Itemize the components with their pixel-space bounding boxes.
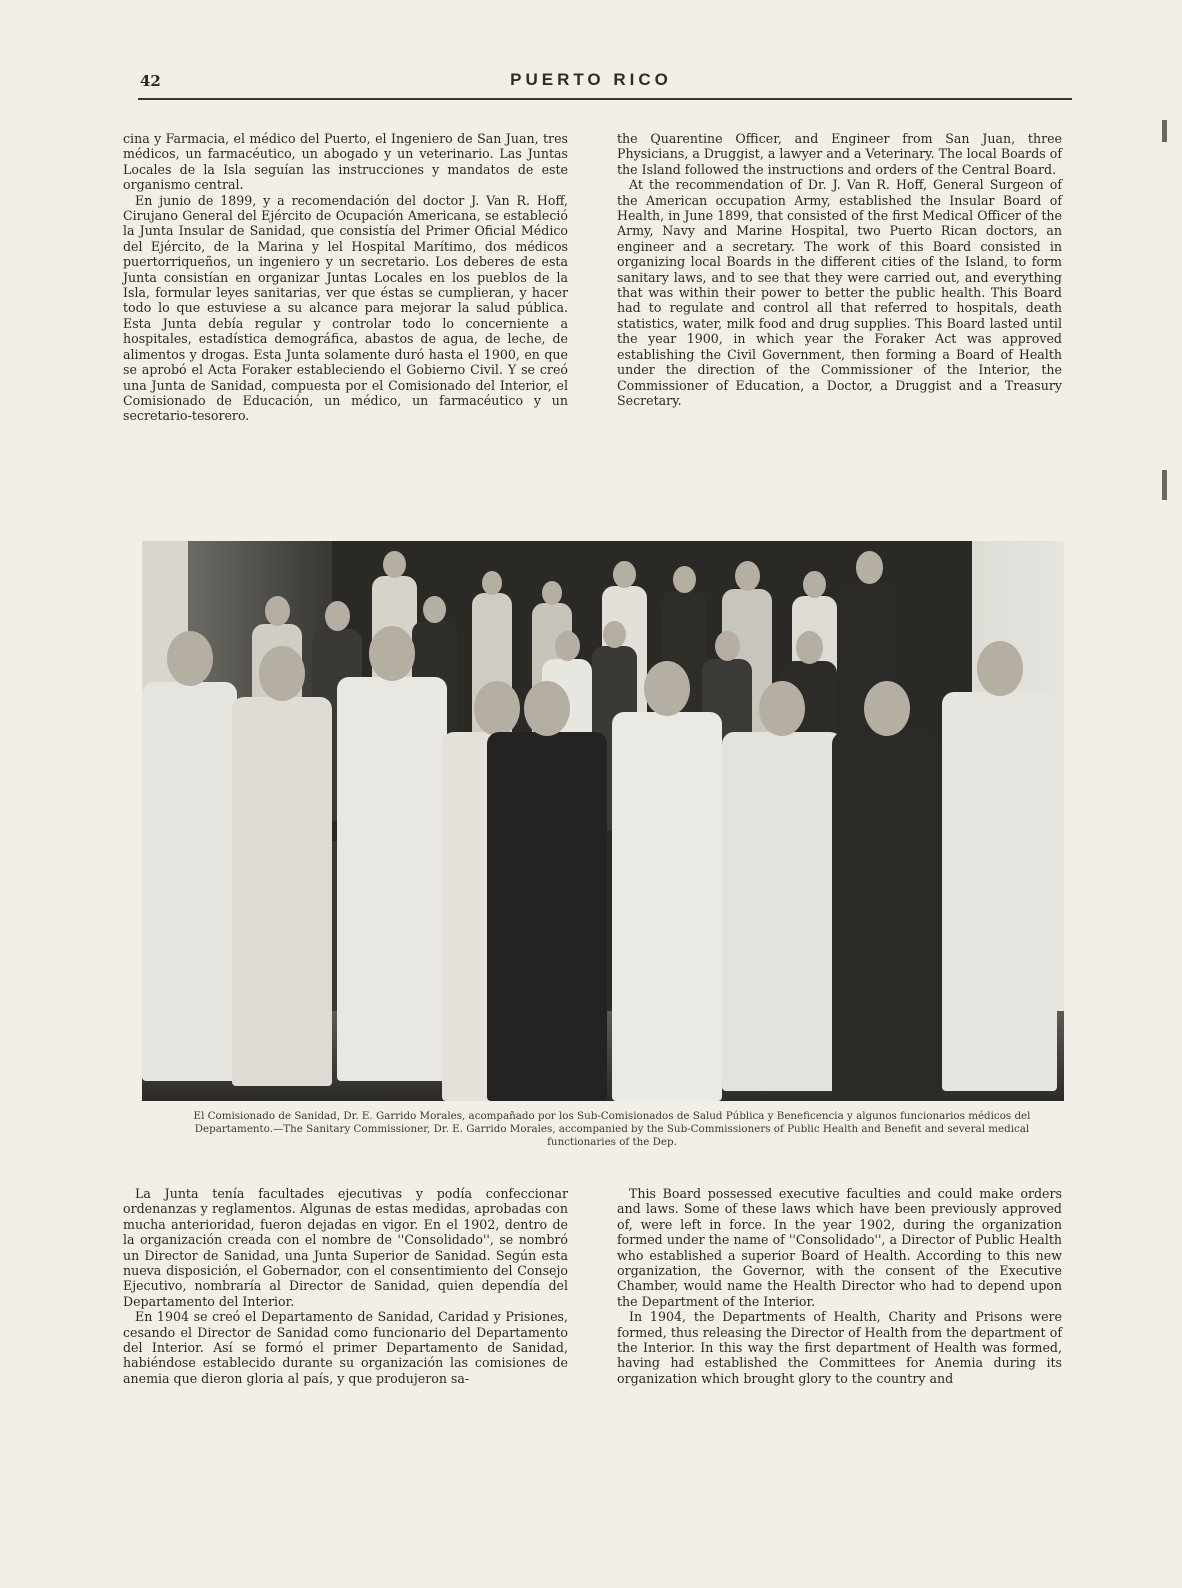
paragraph: the Quarentine Officer, and Engineer from San Juan, three Physicians, a Druggist, a lawyer and a Veterinary. The local Boards of the Island followed the instructions and orders of the Central Board. bbox=[617, 131, 1062, 177]
person-head bbox=[482, 571, 502, 595]
spanish-column-bottom bbox=[123, 1186, 568, 1386]
person-head bbox=[423, 596, 446, 623]
person-head bbox=[977, 641, 1023, 696]
person-head bbox=[856, 551, 884, 584]
person-head bbox=[555, 631, 580, 661]
person-body bbox=[942, 692, 1057, 1091]
person-figure bbox=[722, 681, 842, 1091]
photo-caption: El Comisionado de Sanidad, Dr. E. Garrido Morales, acompañado por los Sub-Comisionados de Salud Pública y Beneficencia y algunos funcionarios médicos del Departamento.—The Sanitary Commissioner, Dr. E. Garrido Morales, accompanied by the Sub-Commissioners of Public Health and Benefit and several medical functionaries of the Dep. bbox=[193, 1110, 1031, 1148]
page-edge-mark bbox=[1162, 120, 1167, 142]
person-head bbox=[167, 631, 213, 686]
person-figure bbox=[337, 626, 447, 1081]
person-head bbox=[259, 646, 305, 701]
person-body bbox=[142, 682, 237, 1081]
paragraph: La Junta tenía facultades ejecutivas y podía confeccionar ordenanzas y reglamentos. Algunas de estas medidas, aprobadas con mucha anterioridad, fueron dejadas en vigor. En el 1902, dentro de la organización creada con el nombre de ''Consolidado'', se nombró un Director de Sanidad, una Junta Superior de Sanidad. Según esta nueva disposición, el Gobernador, con el consentimiento del Consejo Ejecutivo, nombraría al Director de Sanidad, quien dependía del Departamento del Interior. bbox=[123, 1186, 568, 1309]
running-title: PUERTO RICO bbox=[510, 70, 672, 89]
person-head bbox=[673, 566, 696, 593]
paragraph: cina y Farmacia, el médico del Puerto, el Ingeniero de San Juan, tres médicos, un farmacéutico, un abogado y un veterinario. Las Juntas Locales de la Isla seguían las instrucciones y mandatos de este organismo central. bbox=[123, 131, 568, 193]
person-head bbox=[369, 626, 415, 681]
person-head bbox=[735, 561, 760, 591]
person-body bbox=[832, 732, 942, 1101]
person-figure bbox=[832, 681, 942, 1101]
person-figure bbox=[232, 646, 332, 1086]
paragraph: This Board possessed executive faculties and could make orders and laws. Some of these laws which have been previously approved of, were left in force. In the year 1902, during the organization formed under the name of ''Consolidado'', a Director of Public Health who established a superior Board of Health. According to this new organization, the Governor, with the consent of the Executive Chamber, would name the Health Director who had to depend upon the Department of the Interior. bbox=[617, 1186, 1062, 1309]
person-head bbox=[524, 681, 570, 736]
person-head bbox=[644, 661, 690, 716]
person-figure bbox=[942, 641, 1057, 1091]
page-edge-mark bbox=[1162, 470, 1167, 500]
person-body bbox=[612, 712, 722, 1101]
person-figure bbox=[142, 631, 237, 1081]
english-column-top bbox=[617, 131, 1062, 408]
person-figure bbox=[612, 661, 722, 1101]
group-photograph bbox=[142, 541, 1064, 1101]
english-column-bottom bbox=[617, 1186, 1062, 1386]
person-body bbox=[337, 677, 447, 1081]
person-head bbox=[803, 571, 826, 598]
person-head bbox=[265, 596, 290, 626]
person-head bbox=[796, 631, 824, 664]
paragraph: In 1904, the Departments of Health, Charity and Prisons were formed, thus releasing the Director of Health from the department of the Interior. In this way the first department of Health was formed, having had established the Committees for Anemia during its organization which brought glory to the country and bbox=[617, 1309, 1062, 1386]
person-body bbox=[232, 697, 332, 1086]
person-figure bbox=[487, 681, 607, 1101]
person-head bbox=[542, 581, 562, 605]
spanish-column-top bbox=[123, 131, 568, 424]
paragraph: En 1904 se creó el Departamento de Sanidad, Caridad y Prisiones, cesando el Director de Sanidad como funcionario del Departamento del Interior. Así se formó el primer Departamento de Sanidad, habiéndose establecido durante su organización las comisiones de anemia que dieron gloria al país, y que produjeron sa- bbox=[123, 1309, 568, 1386]
person-head bbox=[864, 681, 910, 736]
paragraph: En junio de 1899, y a recomendación del doctor J. Van R. Hoff, Cirujano General del Ejército de Ocupación Americana, se estableció la Junta Insular de Sanidad, que consistía del Primer Oficial Médico del Ejército, de la Marina y lel Hospital Marítimo, dos médicos puertorriqueños, un ingeniero y un secretario. Los deberes de esta Junta consistían en organizar Juntas Locales en los pueblos de la Isla, formular leyes sanitarias, ver que éstas se cumplieran, y hacer todo lo que estuviese a su alcance para mejorar la salud pública. Esta Junta debía regular y controlar todo lo concerniente a hospitales, estadística demográfica, abastos de agua, de leche, de alimentos y drogas. Esta Junta solamente duró hasta el 1900, en que se aprobó el Acta Foraker estableciendo el Gobierno Civil. Y se creó una Junta de Sanidad, compuesta por el Comisionado del Interior, el Comisionado de Educación, un médico, un farmacéutico y un secretario-tesorero. bbox=[123, 192, 568, 424]
person-head bbox=[613, 561, 636, 588]
person-head bbox=[715, 631, 740, 661]
person-body bbox=[487, 732, 607, 1101]
person-body bbox=[722, 732, 842, 1091]
header-rule bbox=[138, 98, 1072, 100]
person-head bbox=[383, 551, 406, 578]
person-head bbox=[759, 681, 805, 736]
person-head bbox=[603, 621, 626, 648]
page-number: 42 bbox=[140, 72, 161, 90]
paragraph: At the recommendation of Dr. J. Van R. Hoff, General Surgeon of the American occupation Army, established the Insular Board of Health, in June 1899, that consisted of the first Medical Officer of the Army, Navy and Marine Hospital, two Puerto Rican doctors, an engineer and a secretary. The work of this Board consisted in organizing local Boards in the different cities of the Island, to form sanitary laws, and to see that they were carried out, and everything that was within their power to better the public health. This Board had to regulate and control all that referred to hospitals, death statistics, water, milk food and drug supplies. This Board lasted until the year 1900, in which year the Foraker Act was approved establishing the Civil Government, then forming a Board of Health under the direction of the Commissioner of the Interior, the Commissioner of Education, a Doctor, a Druggist and a Treasury Secretary. bbox=[617, 177, 1062, 408]
